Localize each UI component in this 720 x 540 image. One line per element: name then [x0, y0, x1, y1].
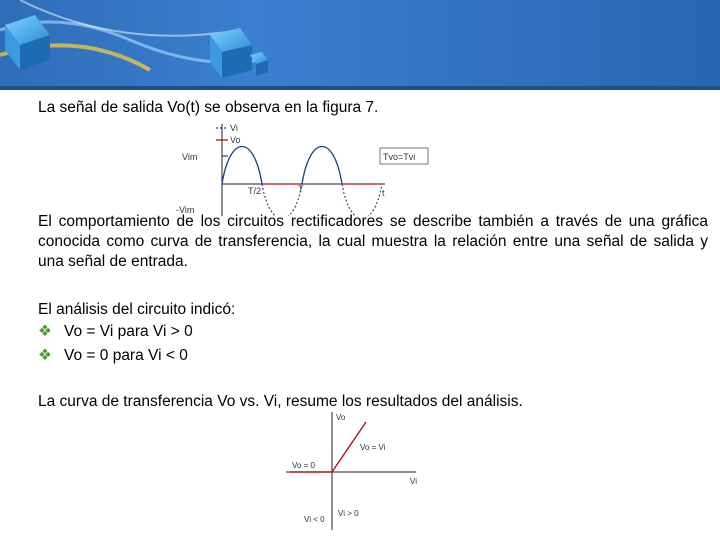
header-decoration	[0, 0, 720, 95]
transfer-curve-description: El comportamiento de los circuitos rectificadores se describe también a través de una gráfica conocida como curva de transferencia, la cual muestra la relación entre una señal de salida y una señal de entrada.	[38, 213, 708, 270]
input-wave-positive-2	[302, 147, 342, 185]
figure-7-waveform	[170, 120, 430, 216]
label-neg-vim: -Vim	[176, 205, 195, 215]
legend-vo-label: Vo	[230, 135, 241, 145]
label-vi-neg: Vi < 0	[304, 515, 325, 524]
label-vo-axis: Vo	[336, 413, 346, 422]
diamond-bullet-icon: ❖	[38, 323, 52, 340]
label-t-half: T/2	[248, 186, 262, 196]
bullet-item: ❖ Vo = Vi para Vi > 0	[38, 323, 193, 340]
transfer-curve-diagram	[286, 410, 426, 530]
transfer-curve-summary: La curva de transferencia Vo vs. Vi, resume los resultados del análisis.	[38, 393, 523, 410]
label-vi-axis: Vi	[410, 477, 417, 486]
label-vi-pos: Vi > 0	[338, 509, 359, 518]
label-vo-eq-vi: Vo = Vi	[360, 443, 386, 452]
label-vo-eq-0: Vo = 0	[292, 461, 315, 470]
label-t: T	[298, 184, 304, 194]
diamond-bullet-icon: ❖	[38, 347, 52, 364]
label-axis-t: t	[382, 188, 385, 198]
label-tvo-tvi: Tvo=Tvi	[383, 152, 416, 162]
label-vim: Vim	[182, 152, 198, 162]
intro-line: La señal de salida Vo(t) se observa en la figura 7.	[38, 99, 379, 116]
bullet-item: ❖ Vo = 0 para Vi < 0	[38, 347, 188, 364]
legend-vi-label: Vi	[230, 123, 238, 133]
analysis-intro: El análisis del circuito indicó:	[38, 301, 236, 318]
input-wave-positive	[222, 147, 262, 185]
